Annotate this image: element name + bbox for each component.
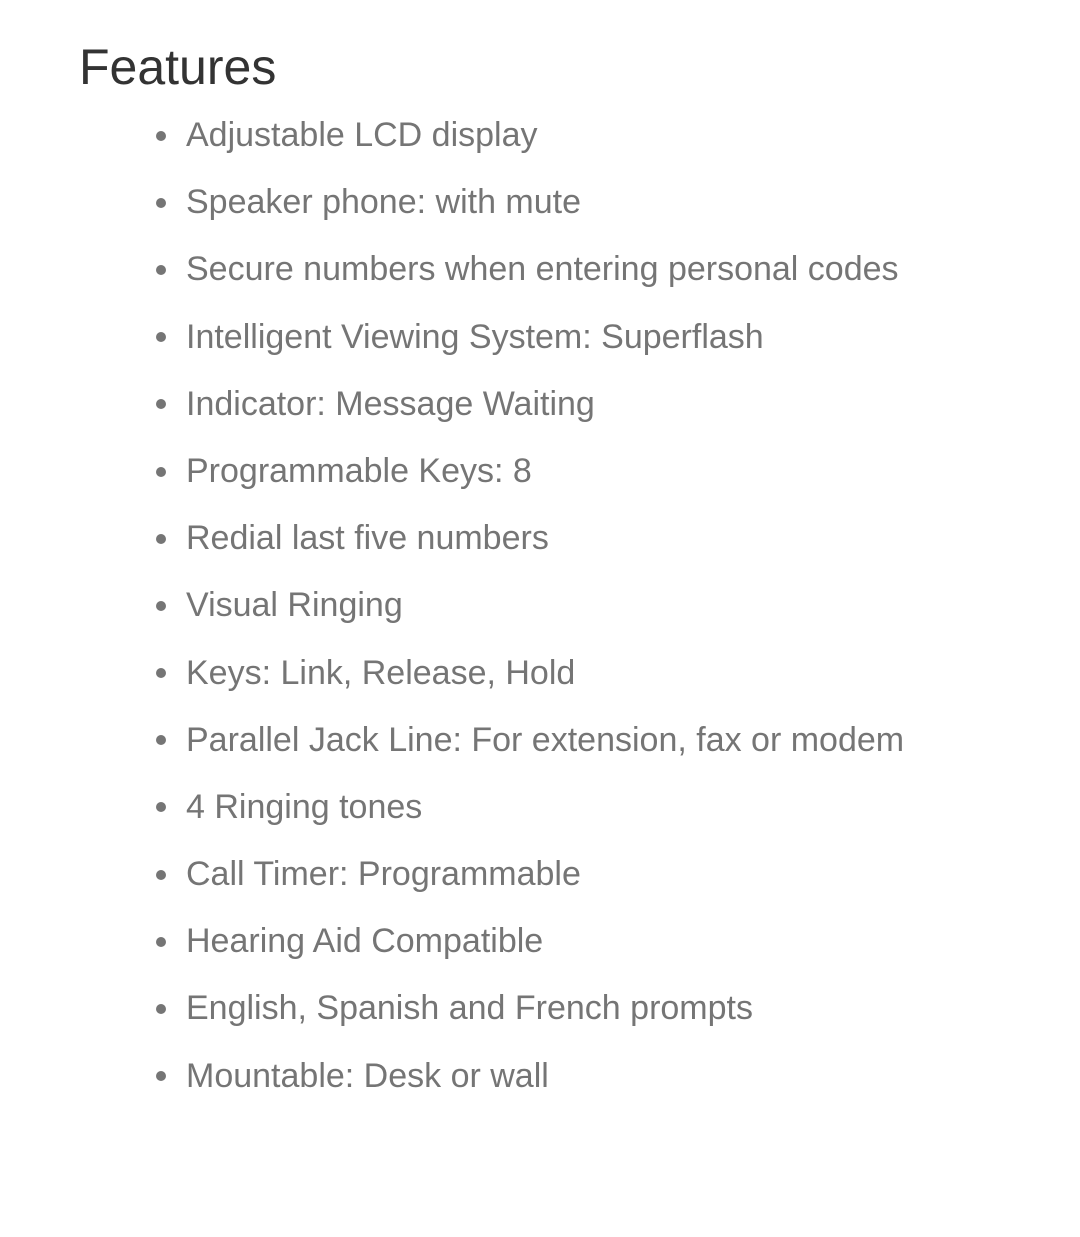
feature-item: [186, 640, 1040, 707]
feature-item-label: Call Timer: Programmable: [186, 855, 581, 894]
bullet-icon: [156, 668, 166, 678]
feature-item-label: Adjustable LCD display: [186, 116, 538, 154]
feature-item: [186, 572, 1040, 639]
bullet-icon: [156, 332, 166, 342]
bullet-icon: [156, 399, 166, 409]
feature-item: [186, 841, 1040, 908]
feature-list: [79, 102, 1040, 1110]
feature-item-label: English, Spanish and French prompts: [186, 989, 753, 1028]
feature-item-label: Hearing Aid Compatible: [186, 922, 544, 961]
feature-item: [186, 438, 1040, 505]
feature-item: [186, 236, 1040, 303]
bullet-icon: [156, 467, 166, 477]
feature-item: [186, 707, 1040, 774]
feature-item-label: Intelligent Viewing System: Superflash: [186, 317, 764, 356]
feature-item-label: Parallel Jack Line: For extension, fax or modem: [186, 720, 905, 759]
feature-item: [186, 908, 1040, 975]
bullet-icon: [156, 131, 166, 141]
feature-item-label: Secure numbers when entering personal codes: [186, 250, 899, 289]
feature-item: [186, 1043, 1040, 1110]
feature-item-label: Redial last five numbers: [186, 519, 549, 558]
feature-item-label: 4 Ringing tones: [186, 787, 423, 826]
bullet-icon: [156, 1071, 166, 1081]
bullet-icon: [156, 735, 166, 745]
feature-item: [186, 774, 1040, 841]
section-title: Features: [79, 39, 277, 95]
bullet-icon: [156, 802, 166, 812]
bullet-icon: [156, 265, 166, 275]
feature-item-label: Indicator: Message Waiting: [186, 384, 595, 423]
feature-item: [186, 505, 1040, 572]
bullet-icon: [156, 601, 166, 611]
feature-item-label: Visual Ringing: [186, 586, 403, 625]
feature-item: [186, 169, 1040, 236]
feature-item: [186, 975, 1040, 1042]
feature-item: [186, 102, 1040, 169]
bullet-icon: [156, 198, 166, 208]
feature-item-label: Keys: Link, Release, Hold: [186, 653, 576, 692]
feature-item-label: Mountable: Desk or wall: [186, 1056, 549, 1095]
feature-item-label: Programmable Keys: 8: [186, 451, 532, 490]
bullet-icon: [156, 1004, 166, 1014]
features-section: [79, 36, 1040, 1110]
bullet-icon: [156, 534, 166, 544]
feature-item: [186, 304, 1040, 371]
feature-item: [186, 371, 1040, 438]
bullet-icon: [156, 937, 166, 947]
bullet-icon: [156, 870, 166, 880]
feature-item-label: Speaker phone: with mute: [186, 183, 582, 222]
